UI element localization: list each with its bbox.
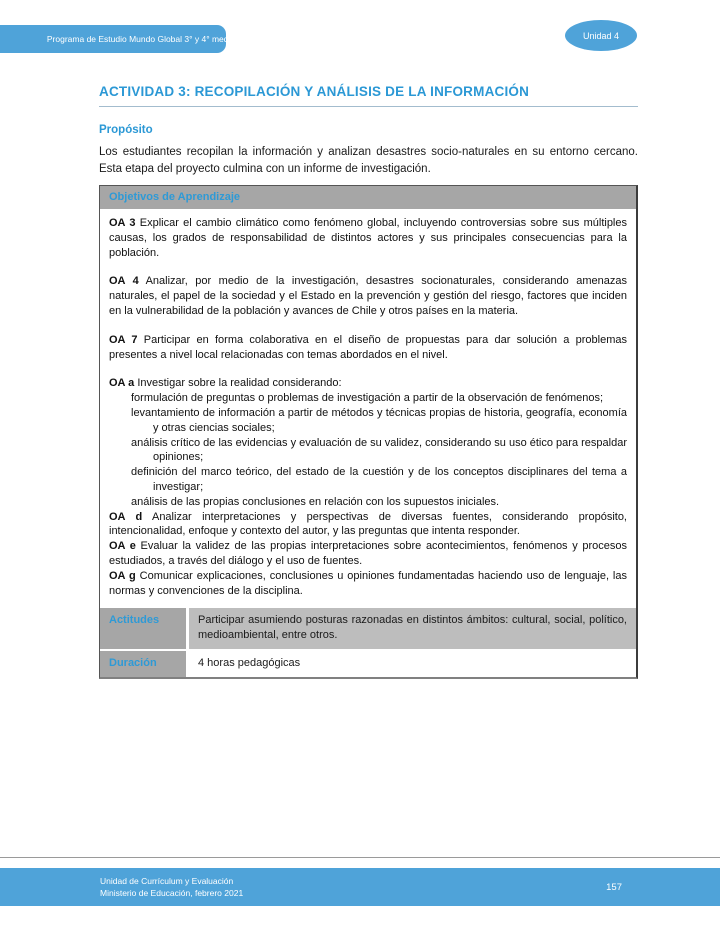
objetivos-body-cell (100, 209, 636, 606)
proposito-text: Los estudiantes recopilan la información y analizan desastres socio-naturales en su entorno cercano. Esta etapa del proyecto culmina con un informe de investigación. (99, 146, 638, 175)
page-number: 157 (606, 881, 622, 893)
footer-divider (0, 857, 720, 858)
footer-bar (0, 868, 720, 906)
oa-code: OA e (109, 540, 136, 553)
duracion-label-cell (100, 651, 186, 677)
unit-badge (565, 20, 637, 51)
oa-code: OA 4 (109, 275, 139, 288)
objetivos-table (99, 185, 638, 679)
program-badge (0, 25, 236, 53)
objetivos-header-row (100, 186, 636, 209)
proposito-heading: Propósito (99, 124, 153, 136)
oa-item: OA d Analizar interpretaciones y perspectivas de diversas fuentes, considerando propósito, intencionalidad, enfoque y contexto del autor, y las preguntas que intenta responder. (109, 510, 627, 538)
oa-code: OA a (109, 377, 135, 390)
oa-code: OA 7 (109, 333, 138, 346)
actitudes-label-cell (100, 608, 186, 649)
content-column (99, 84, 638, 679)
oa-code: OA d (109, 510, 143, 523)
oa-item: OA g Comunicar explicaciones, conclusiones u opiniones fundamentadas haciendo uso de lenguaje, las normas y convenciones de la disciplina. (109, 569, 627, 597)
oa-item: OA a Investigar sobre la realidad considerando: (109, 377, 342, 390)
oa-item: OA 4 Analizar, por medio de la investigación, desastres socionaturales, considerando amenazas naturales, el papel de la sociedad y el Estado en la prevención y gestión del riesgo, factores que inciden en la vulnerabilidad de la población y avances de Chile y otros países en la materia. (109, 275, 627, 317)
objetivos-header-label: Objetivos de Aprendizaje (109, 191, 241, 203)
oa-subitem: análisis de las propias conclusiones en relación con los supuestos iniciales. (131, 495, 500, 508)
footer-org-line: Unidad de Currículum y Evaluación (100, 875, 234, 886)
footer-credits (100, 875, 243, 900)
oa-subitem: levantamiento de información a partir de métodos y técnicas propias de historia, geografía, economía y otras ciencias sociales; (131, 406, 627, 434)
oa-item: OA e Evaluar la validez de las propias interpretaciones sobre acontecimientos, fenómenos y procesos estudiados, a través del diálogo y el uso de fuentes. (109, 540, 627, 567)
oa-subitem: definición del marco teórico, del estado de la cuestión y de los conceptos disciplinares del tema a investigar; (131, 466, 627, 493)
oa-item: OA 3 Explicar el cambio climático como fenómeno global, incluyendo controversias sobre sus múltiples causas, los grados de responsabilidad de distintos actores y sus principales consecuencias para la población. (109, 217, 627, 259)
oa-item: OA 7 Participar en forma colaborativa en el diseño de propuestas para dar solución a problemas presentes a nivel local relacionadas con temas abordados en el nivel. (109, 333, 627, 361)
oa-subitem: formulación de preguntas o problemas de investigación a partir de la observación de fenómenos; (131, 392, 604, 405)
duracion-text: 4 horas pedagógicas (189, 651, 636, 677)
oa-code: OA 3 (109, 217, 136, 229)
unit-badge-label: Unidad 4 (582, 30, 620, 41)
oa-subitem: análisis crítico de las evidencias y evaluación de su validez, considerando su uso ético para respaldar opiniones; (131, 436, 627, 464)
actitudes-text: Participar asumiendo posturas razonadas en distintos ámbitos: cultural, social, político, medioambiental, entre otros. (189, 608, 636, 649)
duracion-row (100, 651, 636, 677)
actitudes-label: Actitudes (109, 614, 160, 627)
actitudes-row (100, 608, 636, 649)
footer-ministry-line: Ministerio de Educación, febrero 2021 (100, 888, 244, 898)
oa-code: OA g (109, 569, 136, 582)
page-title: ACTIVIDAD 3: RECOPILACIÓN Y ANÁLISIS DE LA INFORMACIÓN (99, 84, 638, 107)
duracion-label: Duración (109, 657, 157, 670)
program-badge-label: Programa de Estudio Mundo Global 3° y 4° medio (46, 34, 236, 44)
